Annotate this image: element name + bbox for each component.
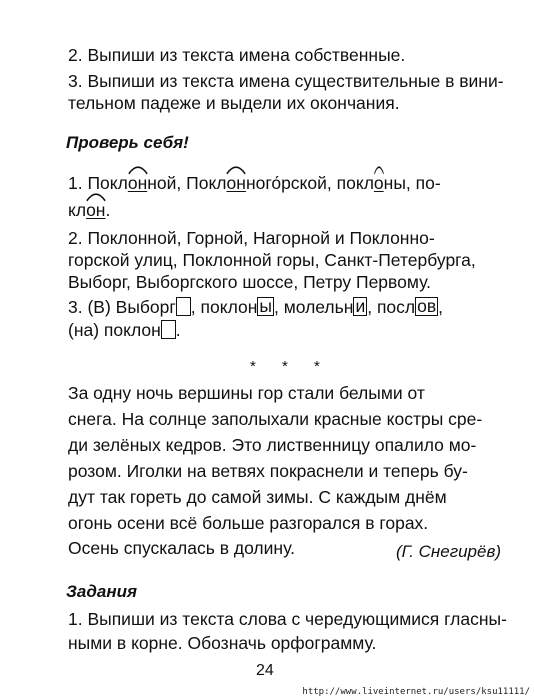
ending-box: ов: [417, 296, 437, 317]
check-1-line-1: 1. Покл онной, Покл онногорской, покл оны, по-: [68, 172, 441, 194]
task-3-line-2: тельном падеже и выдели их окончания.: [68, 93, 400, 113]
zero-ending-box: [161, 320, 176, 339]
story-line: дут так гореть до самой зимы. С каждым днём: [68, 487, 447, 507]
check-3-line-2: (на) поклон .: [68, 320, 181, 340]
story-line: снега. На солнце заполыхали красные костры сре-: [68, 409, 483, 429]
story-line: огонь осени всё больше разгорался в горах.: [68, 513, 429, 533]
check-2-line-1: 2. Поклонной, Горной, Нагорной и Поклонно-: [68, 228, 435, 248]
story-line: розом. Иголки на ветвях покраснели и теперь бу-: [68, 461, 468, 481]
root-mark: о: [374, 172, 384, 194]
task-2-line: 2. Выпиши из текста имена собственные.: [68, 45, 406, 65]
check-1-line-2: кл он.: [68, 199, 110, 221]
tasks-heading: Задания: [66, 582, 138, 601]
story-line: ди зелёных кедров. Это лиственницу опалило мо-: [68, 435, 477, 455]
check-2-line-2: горской улиц, Поклонной горы, Санкт-Петербурга,: [68, 250, 476, 270]
task-bottom-line-2: ными в корне. Обозначь орфограмму.: [68, 633, 377, 653]
task-3-line-1: 3. Выпиши из текста имена существительные в вини-: [68, 71, 504, 91]
story-line: За одну ночь вершины гор стали белыми от: [68, 383, 425, 403]
section-divider: * * *: [250, 358, 331, 375]
root-mark: он: [128, 172, 147, 194]
story-line: Осень спускалась в долину.: [68, 538, 295, 558]
check-heading: Проверь себя!: [66, 133, 189, 152]
check-2-line-3: Выборг, Выборгского шоссе, Петру Первому.: [68, 272, 431, 292]
check-3-line-1: 3. (В) Выборг , поклон ы , молельн и , посл ов ,: [68, 296, 444, 317]
ending-box: и: [355, 296, 366, 317]
author-attribution: (Г. Снегирёв): [395, 542, 501, 561]
root-mark: он: [227, 172, 246, 194]
root-mark: он: [86, 199, 105, 221]
page-number: 24: [256, 662, 274, 679]
source-url: http://www.liveinternet.ru/users/ksu11111/: [302, 687, 530, 697]
zero-ending-box: [176, 297, 191, 316]
task-bottom-line-1: 1. Выпиши из текста слова с чередующимися гласны-: [68, 609, 507, 629]
ending-box: ы: [259, 296, 272, 317]
